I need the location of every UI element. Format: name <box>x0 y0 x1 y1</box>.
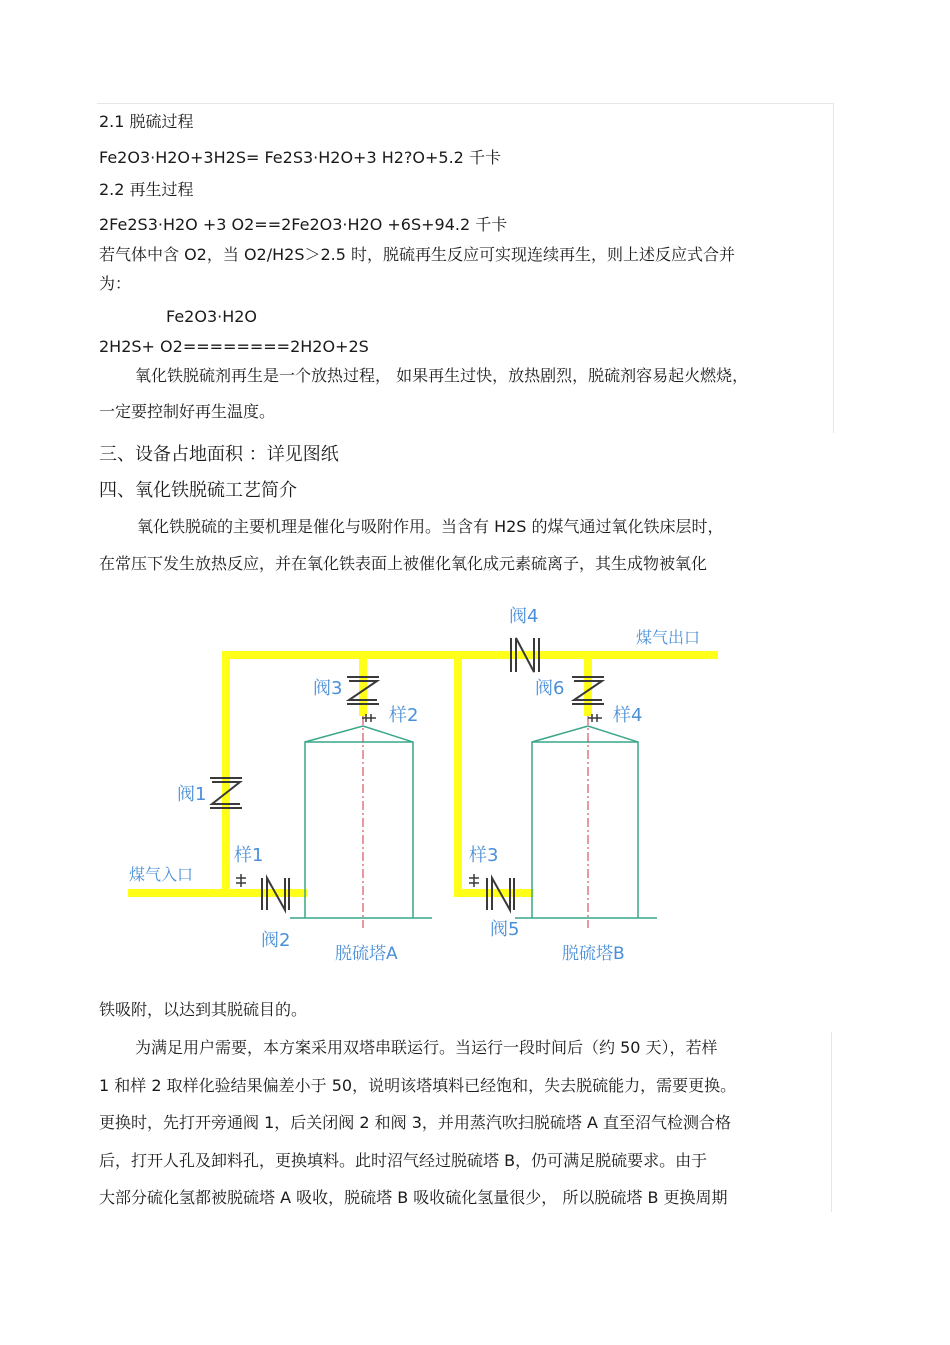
valve-1-icon <box>210 778 242 808</box>
sample-4-label: 样4 <box>613 705 643 726</box>
equation-regeneration: 2Fe2S3·H2O +3 O2==2Fe2O3·H2O +6S+94.2 千卡 <box>99 215 508 234</box>
sample-3-label: 样3 <box>469 845 499 866</box>
paragraph-mechanism-line1: 氧化铁脱硫的主要机理是催化与吸附作用。当含有 H2S 的煤气通过氧化铁床层时， <box>137 517 724 536</box>
gas-inlet-label: 煤气入口 <box>129 865 194 884</box>
equation-desulfurization: Fe2O3·H2O+3H2S= Fe2S3·H2O+3 H2?O+5.2 千卡 <box>99 148 501 167</box>
valve-4-label: 阀4 <box>509 606 539 627</box>
heading-section-3: 三、设备占地面积 ：详见图纸 <box>99 444 339 465</box>
paragraph-operation-line3: 更换时，先打开旁通阀 1，后关闭阀 2 和阀 3，并用蒸汽吹扫脱硫塔 A 直至沼气检测合格 <box>99 1113 732 1132</box>
tower-a-label: 脱硫塔A <box>335 944 398 964</box>
top-rule <box>97 103 834 104</box>
equation-combined: 2H2S+ O2========2H2O+2S <box>99 337 369 356</box>
paragraph-operation-line1: 为满足用户需要，本方案采用双塔串联运行。当运行一段时间后（约 50 天），若样 <box>135 1038 718 1057</box>
tower-b-label: 脱硫塔B <box>562 944 625 964</box>
paragraph-operation-line2: 1 和样 2 取样化验结果偏差小于 50，说明该塔填料已经饱和，失去脱硫能力，需要更换。 <box>99 1076 737 1095</box>
paragraph-operation-line4: 后，打开人孔及卸料孔，更换填料。此时沼气经过脱硫塔 B，仍可满足脱硫要求。由于 <box>99 1151 708 1170</box>
valve-5-icon <box>487 878 514 910</box>
paragraph-o2-ratio-line2: 为： <box>99 274 132 293</box>
right-rule-upper <box>833 103 834 433</box>
tower-a <box>290 726 432 918</box>
heading-section-4: 四、氧化铁脱硫工艺简介 <box>99 480 297 501</box>
valve-3-icon <box>347 677 379 704</box>
sample-3-icon <box>469 874 479 887</box>
sample-icons <box>236 714 602 887</box>
valve-3-label: 阀3 <box>313 678 343 699</box>
valve-5-label: 阀5 <box>490 919 520 940</box>
desulfurization-process-diagram <box>0 590 950 990</box>
right-rule-lower <box>831 1032 832 1212</box>
tower-b <box>515 726 657 918</box>
sample-1-icon <box>236 874 246 887</box>
heading-2-1: 2.1 脱硫过程 <box>99 112 194 131</box>
valve-1-label: 阀1 <box>177 784 207 805</box>
paragraph-adsorption-end: 铁吸附，以达到其脱硫目的。 <box>99 1000 308 1019</box>
sample-2-label: 样2 <box>389 705 419 726</box>
catalyst-label: Fe2O3·H2O <box>166 307 258 326</box>
sample-1-label: 样1 <box>234 845 264 866</box>
paragraph-operation-line5: 大部分硫化氢都被脱硫塔 A 吸收，脱硫塔 B 吸收硫化氢量很少， 所以脱硫塔 B 更换周期 <box>99 1188 728 1207</box>
pipes <box>132 655 714 893</box>
paragraph-mechanism-line2: 在常压下发生放热反应，并在氧化铁表面上被催化氧化成元素硫离子，其生成物被氧化 <box>99 554 708 573</box>
valve-6-label: 阀6 <box>535 678 565 699</box>
valve-4-icon <box>511 638 539 672</box>
paragraph-o2-ratio-line1: 若气体中含 O2，当 O2/H2S＞2.5 时，脱硫再生反应可实现连续再生，则上述反应式合并 <box>99 245 736 264</box>
gas-outlet-label: 煤气出口 <box>636 628 701 647</box>
valve-2-icon <box>262 878 289 910</box>
valve-6-icon <box>572 677 604 704</box>
paragraph-exothermic-line1: 氧化铁脱硫剂再生是一个放热过程， 如果再生过快，放热剧烈，脱硫剂容易起火燃烧， <box>135 366 749 385</box>
paragraph-exothermic-line2: 一定要控制好再生温度。 <box>99 402 276 421</box>
heading-2-2: 2.2 再生过程 <box>99 180 194 199</box>
valve-2-label: 阀2 <box>261 930 291 951</box>
